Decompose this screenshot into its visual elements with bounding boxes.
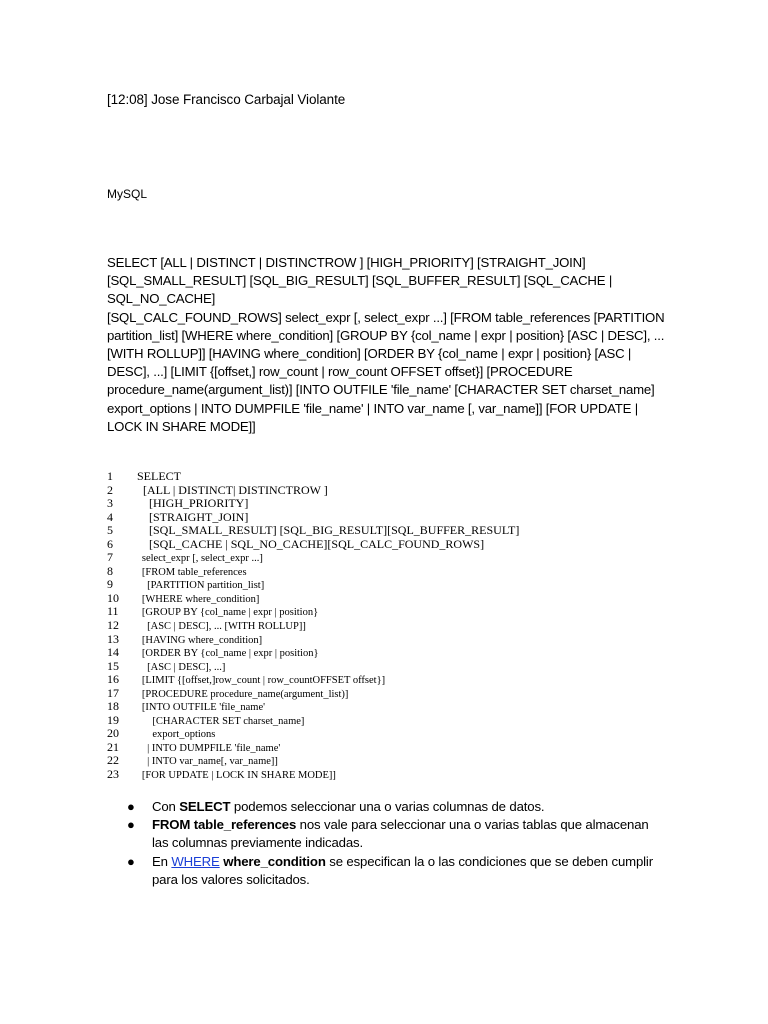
code-text: [LIMIT {[offset,]row_count | row_countOFFSET offset}] xyxy=(134,675,386,687)
line-number: 13 xyxy=(107,632,119,646)
keyword-where-condition: where_condition xyxy=(219,853,326,869)
code-line xyxy=(107,687,627,701)
line-number: 20 xyxy=(107,727,119,741)
code-text: [ORDER BY {col_name | expr | position} xyxy=(134,648,319,660)
code-text: [ASC | DESC], ... [WITH ROLLUP]] xyxy=(134,621,306,633)
bullet-icon: ● xyxy=(127,799,135,814)
code-line xyxy=(107,605,627,619)
bullet-text-post: nos vale para seleccionar una o varias tablas que almacenan las columnas previamente indicadas. xyxy=(152,817,649,851)
line-number: 11 xyxy=(107,605,119,619)
syntax-line: [SQL_SMALL_RESULT] [SQL_BIG_RESULT] [SQL_BUFFER_RESULT] [SQL_CACHE | SQL_NO_CACHE] xyxy=(107,273,613,307)
code-line xyxy=(107,768,627,782)
line-number: 15 xyxy=(107,659,119,673)
bullet-text-post: podemos seleccionar una o varias columnas de datos. xyxy=(230,799,545,814)
code-line xyxy=(107,646,627,660)
line-number: 19 xyxy=(107,713,119,727)
code-text: | INTO var_name[, var_name]] xyxy=(134,756,278,768)
list-item xyxy=(125,816,665,852)
bullet-icon: ● xyxy=(127,817,135,833)
code-text: [INTO OUTFILE 'file_name' xyxy=(134,702,266,714)
syntax-line: export_options | INTO DUMPFILE 'file_name' | INTO var_name [, var_name]] [FOR UPDATE | xyxy=(107,400,638,416)
code-line xyxy=(107,470,627,484)
code-line xyxy=(107,578,627,592)
chat-header-line: [12:08] Jose Francisco Carbajal Violante xyxy=(107,92,346,107)
code-line xyxy=(107,714,627,728)
code-text: [ASC | DESC], ...] xyxy=(134,661,226,673)
code-line xyxy=(107,592,627,606)
code-line xyxy=(107,700,627,714)
where-link[interactable]: WHERE xyxy=(171,853,220,869)
section-label-mysql: MySQL xyxy=(107,187,148,201)
syntax-line: [WITH ROLLUP]] [HAVING where_condition] [ORDER BY {col_name | expr | position} [ASC | xyxy=(107,346,632,362)
code-line xyxy=(107,660,627,674)
code-text: | INTO DUMPFILE 'file_name' xyxy=(134,742,281,754)
code-line xyxy=(107,727,627,741)
code-line xyxy=(107,551,627,565)
code-text: select_expr [, select_expr ...] xyxy=(134,553,263,565)
syntax-line: procedure_name(argument_list)] [INTO OUTFILE 'file_name' [CHARACTER SET charset_name] xyxy=(107,382,655,398)
keyword-from: FROM table_references xyxy=(152,817,297,833)
line-number: 17 xyxy=(107,686,119,700)
code-line xyxy=(107,538,627,552)
code-text: [STRAIGHT_JOIN] xyxy=(134,510,249,524)
code-text: SELECT xyxy=(134,470,181,483)
code-text: [GROUP BY {col_name | expr | position} xyxy=(134,607,319,619)
code-text: [WHERE where_condition] xyxy=(134,593,260,605)
code-line xyxy=(107,633,627,647)
keyword-select: SELECT xyxy=(179,799,231,814)
line-number: 21 xyxy=(107,740,119,754)
syntax-line: partition_list] [WHERE where_condition] [GROUP BY {col_name | expr | position} [ASC | DESC], ... xyxy=(107,327,665,343)
syntax-line: SELECT [ALL | DISTINCT | DISTINCTROW ] [HIGH_PRIORITY] [STRAIGHT_JOIN] xyxy=(107,255,586,270)
line-number: 3 xyxy=(107,497,113,511)
code-line xyxy=(107,741,627,755)
code-text: [SQL_SMALL_RESULT] [SQL_BIG_RESULT][SQL_BUFFER_RESULT] xyxy=(134,524,520,538)
numbered-code-listing xyxy=(107,470,627,782)
code-text: [ALL | DISTINCT| DISTINCTROW ] xyxy=(134,483,328,497)
explanation-bullet-list xyxy=(125,798,665,889)
bullet-text-pre: En xyxy=(152,853,172,869)
code-line xyxy=(107,524,627,538)
bullet-text-pre: Con xyxy=(152,799,180,814)
list-item xyxy=(125,798,665,816)
line-number: 4 xyxy=(107,510,113,524)
line-number: 10 xyxy=(107,591,119,605)
line-number: 2 xyxy=(107,483,113,497)
code-line xyxy=(107,673,627,687)
line-number: 1 xyxy=(107,470,113,483)
code-line xyxy=(107,754,627,768)
code-text: [CHARACTER SET charset_name] xyxy=(134,715,305,727)
code-text: [PARTITION partition_list] xyxy=(134,580,265,592)
line-number: 8 xyxy=(107,564,113,578)
line-number: 12 xyxy=(107,619,119,633)
bullet-text-post: se especifican la o las condiciones que se deben cumplir para los valores solicitados. xyxy=(152,853,653,887)
code-text: [HAVING where_condition] xyxy=(134,634,263,646)
select-syntax-paragraph xyxy=(107,254,667,436)
line-number: 18 xyxy=(107,700,119,714)
line-number: 7 xyxy=(107,551,113,565)
syntax-line: [SQL_CALC_FOUND_ROWS] select_expr [, select_expr ...] [FROM table_references [PARTITION xyxy=(107,309,665,325)
code-line xyxy=(107,565,627,579)
code-line xyxy=(107,497,627,511)
syntax-line: LOCK IN SHARE MODE]] xyxy=(107,418,256,434)
line-number: 23 xyxy=(107,768,119,782)
line-number: 9 xyxy=(107,578,113,592)
line-number: 22 xyxy=(107,754,119,768)
line-number: 6 xyxy=(107,537,113,551)
code-text: [FROM table_references xyxy=(134,566,247,578)
code-line xyxy=(107,511,627,525)
line-number: 14 xyxy=(107,646,119,660)
code-line xyxy=(107,484,627,498)
code-line xyxy=(107,619,627,633)
code-text: [PROCEDURE procedure_name(argument_list)] xyxy=(134,688,349,700)
code-text: export_options xyxy=(134,729,216,741)
code-text: [SQL_CACHE | SQL_NO_CACHE][SQL_CALC_FOUND_ROWS] xyxy=(134,537,485,551)
code-text: [FOR UPDATE | LOCK IN SHARE MODE]] xyxy=(134,770,336,782)
list-item xyxy=(125,853,665,889)
syntax-line: DESC], ...] [LIMIT {[offset,] row_count | row_count OFFSET offset}] [PROCEDURE xyxy=(107,364,573,380)
bullet-icon: ● xyxy=(127,853,135,869)
line-number: 16 xyxy=(107,673,119,687)
code-text: [HIGH_PRIORITY] xyxy=(134,497,249,511)
line-number: 5 xyxy=(107,524,113,538)
